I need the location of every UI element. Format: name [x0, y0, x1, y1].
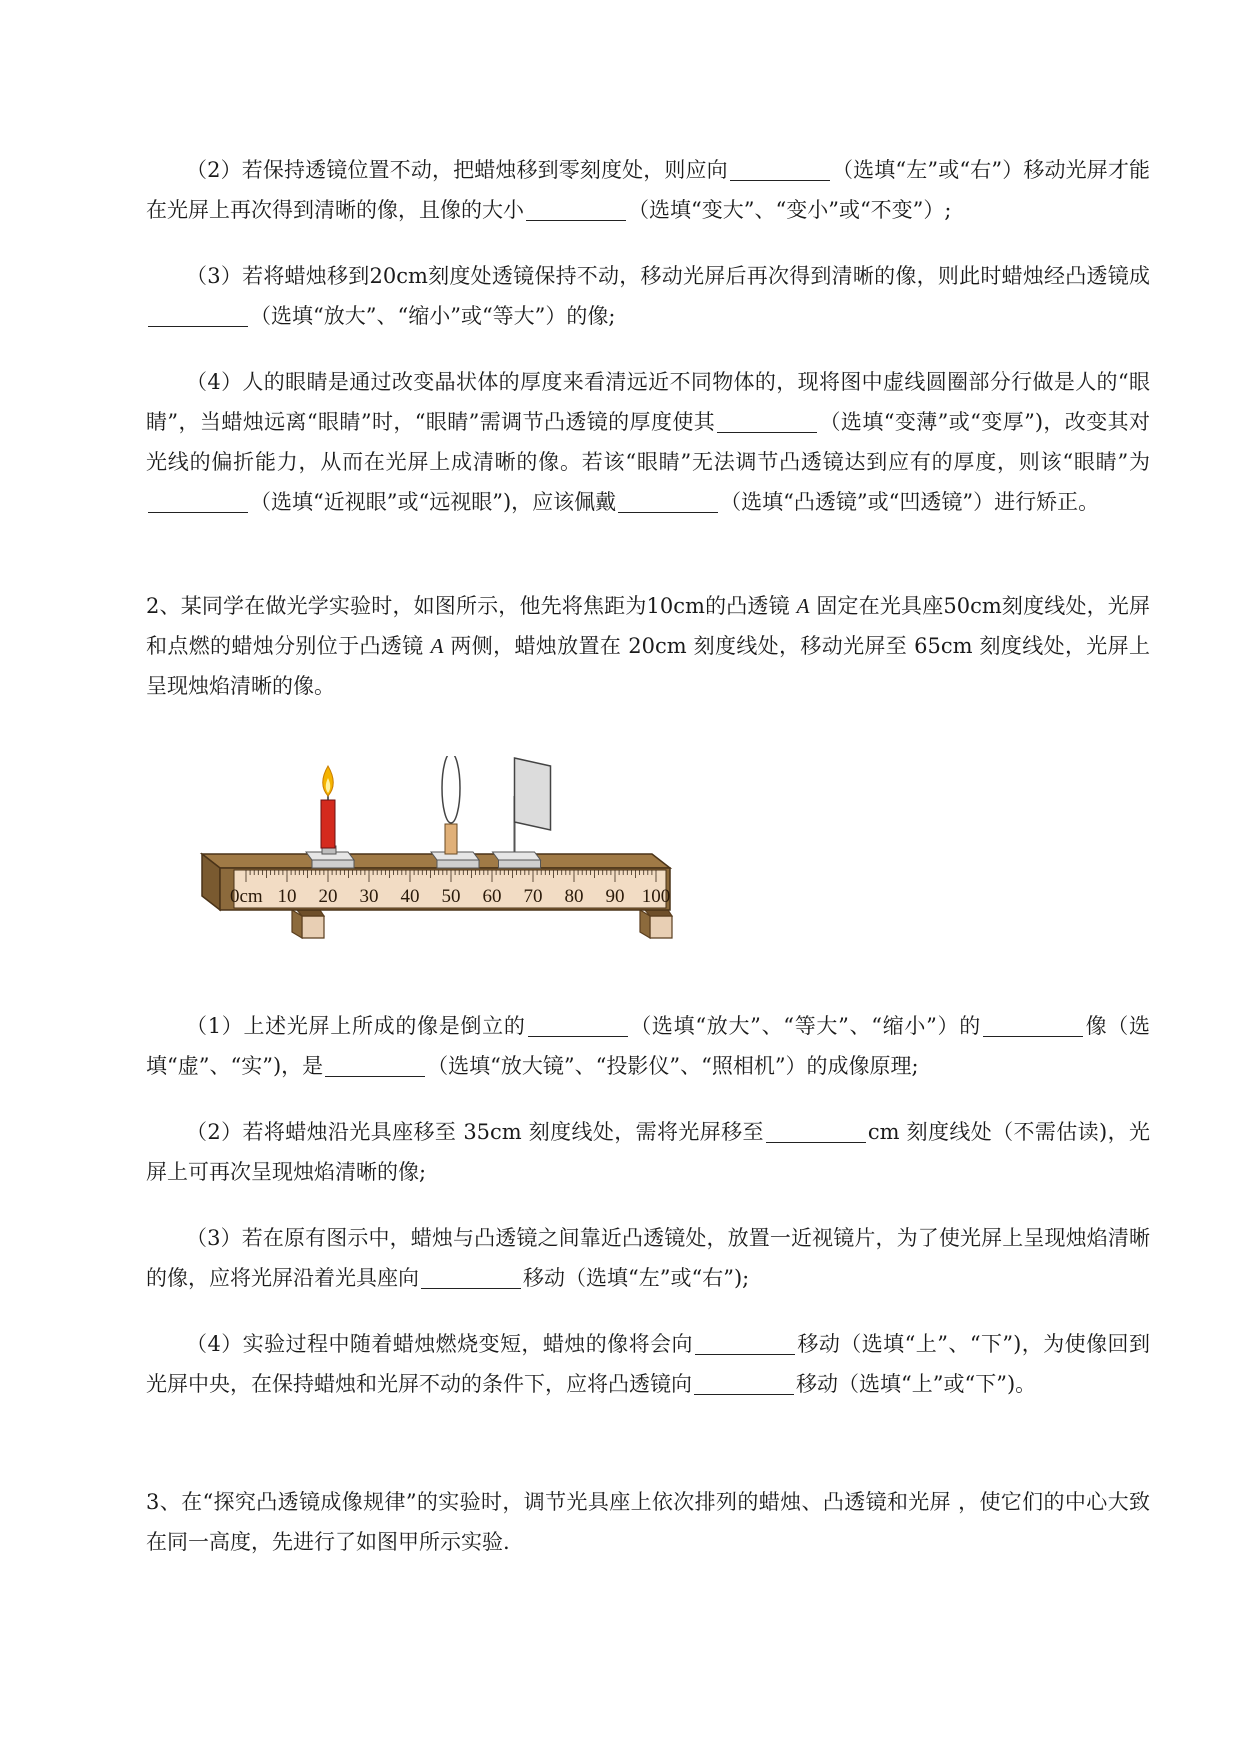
- answer-blank[interactable]: [983, 1014, 1083, 1037]
- text: 移动（选填“左”或“右”);: [523, 1266, 750, 1290]
- q2-part2: [146, 1112, 1150, 1192]
- text: （选填“放大”、“缩小”或“等大”）的像;: [250, 304, 616, 328]
- ruler-tick-label: 80: [564, 886, 584, 907]
- q2-stem: [146, 586, 1150, 706]
- q2-part4: [146, 1324, 1150, 1404]
- text: （3）若将蜡烛移到20cm刻度处透镜保持不动，移动光屏后再次得到清晰的像，则此时蜡烛经凸透镜成: [186, 264, 1150, 288]
- optical-bench-figure: [196, 756, 736, 956]
- q2-part3: [146, 1218, 1150, 1298]
- answer-blank[interactable]: [526, 198, 626, 221]
- ruler-tick-label: 10: [277, 886, 297, 907]
- ruler-tick-label: 90: [605, 886, 625, 907]
- q1-part3: [146, 256, 1150, 336]
- ruler-tick-label: 60: [482, 886, 502, 907]
- text: （1）上述光屏上所成的像是倒立的: [186, 1014, 526, 1038]
- text: 2、某同学在做光学实验时，如图所示，他先将焦距为10cm的凸透镜: [146, 594, 790, 618]
- q2-part1: [146, 1006, 1150, 1086]
- answer-blank[interactable]: [694, 1372, 794, 1395]
- text: （3）若在原有图示中，蜡烛与凸透镜之间靠近凸透镜处，放置一近视镜片，为了使光屏上呈现烛焰清晰的像，应将光屏沿着光具座向: [146, 1226, 1150, 1290]
- lens-label: A: [430, 634, 444, 658]
- lens-label: A: [796, 594, 810, 618]
- bench-body: [202, 854, 670, 910]
- ruler-tick-label: 70: [523, 886, 543, 907]
- convex-lens: [431, 756, 479, 868]
- q3-stem: 3、在“探究凸透镜成像规律”的实验时，调节光具座上依次排列的蜡烛、凸透镜和光屏 ，使它们的中心大致在同一高度，先进行了如图甲所示实验.: [146, 1490, 1150, 1554]
- text: 移动（选填“上”、“下”)，为使像回到光屏中央，在保持蜡烛和光屏不动的条件下，应将凸透镜向: [146, 1332, 1151, 1396]
- text: 两侧，蜡烛放置在 20cm 刻度线处，移动光屏至 65cm 刻度线处，光屏上呈现烛焰清晰的像。: [146, 634, 1150, 698]
- text: （选填“变薄”或“变厚”)，改变其对光线的偏折能力，从而在光屏上成清晰的像。若该“眼睛”无法调节凸透镜达到应有的厚度，则该“眼睛”为: [146, 410, 1150, 474]
- text: （4）人的眼睛是通过改变晶状体的厚度来看清远近不同物体的，现将图中虚线圆圈部分行做是人的“眼睛”，当蜡烛远离“眼睛”时，“眼睛”需调节凸透镜的厚度使其: [146, 370, 1150, 434]
- text: （选填“变大”、“变小”或“不变”）;: [628, 198, 952, 222]
- ruler-tick-label: 50: [441, 886, 461, 907]
- ruler-tick-label: 20: [318, 886, 338, 907]
- text: （选填“放大”、“等大”、“缩小”）的: [629, 1014, 981, 1038]
- ruler-tick-label: 100: [641, 886, 671, 907]
- text: cm 刻度线处（不需估读)，光屏上可再次呈现烛焰清晰的像;: [146, 1120, 1150, 1184]
- text: （2）若将蜡烛沿光具座移至 35cm 刻度线处，需将光屏移至: [186, 1120, 764, 1144]
- text: （选填“放大镜”、“投影仪”、“照相机”）的成像原理;: [427, 1054, 919, 1078]
- text: （4）实验过程中随着蜡烛燃烧变短，蜡烛的像将会向: [186, 1332, 693, 1356]
- answer-blank[interactable]: [148, 490, 248, 513]
- answer-blank[interactable]: [325, 1054, 425, 1077]
- text: （选填“左”或“右”）移动光屏才能在光屏上再次得到清晰的像，且像的大小: [146, 158, 1151, 222]
- candle: [306, 766, 354, 868]
- answer-blank[interactable]: [528, 1014, 628, 1037]
- answer-blank[interactable]: [695, 1332, 795, 1355]
- ruler-tick-label: 0cm: [230, 886, 263, 907]
- q1-part4: [146, 362, 1150, 522]
- answer-blank[interactable]: [730, 158, 830, 181]
- text: 固定在光具座50cm刻度线处，光屏和点燃的蜡烛分别位于凸透镜: [146, 594, 1150, 658]
- ruler-tick-label: 30: [359, 886, 379, 907]
- q1-part2: [146, 150, 1150, 230]
- answer-blank[interactable]: [618, 490, 718, 513]
- answer-blank[interactable]: [717, 410, 817, 433]
- ruler-tick-label: 40: [400, 886, 420, 907]
- answer-blank[interactable]: [148, 304, 248, 327]
- text: （2）若保持透镜位置不动，把蜡烛移到零刻度处，则应向: [186, 158, 728, 182]
- text: 像（选填“虚”、“实”)，是: [146, 1014, 1150, 1078]
- text: （选填“近视眼”或“远视眼”)，应该佩戴: [250, 490, 617, 514]
- text: 移动（选填“上”或“下”)。: [796, 1372, 1037, 1396]
- light-screen: [493, 758, 551, 868]
- text: （选填“凸透镜”或“凹透镜”）进行矫正。: [720, 490, 1100, 514]
- answer-blank[interactable]: [766, 1120, 866, 1143]
- answer-blank[interactable]: [421, 1266, 521, 1289]
